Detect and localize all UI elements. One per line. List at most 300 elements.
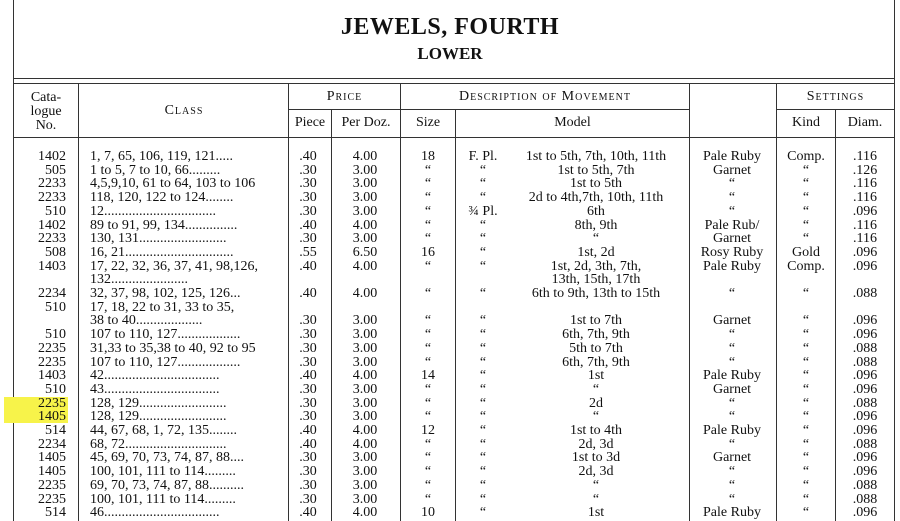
- size: “: [424, 437, 432, 452]
- stone: “: [728, 465, 736, 479]
- stone: Pale Ruby: [703, 150, 761, 164]
- header-piece: Piece: [294, 115, 326, 130]
- setting-kind: Gold: [792, 245, 820, 260]
- price-piece: .40: [299, 437, 317, 452]
- setting-kind: “: [802, 465, 810, 479]
- model: 6th: [587, 204, 605, 219]
- model: 1st to 7th: [569, 314, 623, 329]
- size: 14: [421, 369, 435, 383]
- size: “: [424, 396, 432, 411]
- size: 16: [421, 245, 435, 260]
- class-list: 69, 70, 73, 74, 87, 88..........: [90, 478, 244, 493]
- stone: “: [728, 191, 736, 205]
- setting-kind: “: [802, 218, 810, 233]
- size: 12: [421, 424, 435, 438]
- price-piece: .30: [299, 314, 317, 329]
- header-kind: Kind: [792, 115, 820, 130]
- price-piece: .30: [299, 410, 317, 424]
- size: 10: [421, 506, 435, 520]
- setting-kind: “: [802, 355, 810, 370]
- price-piece: .40: [299, 150, 317, 164]
- plate-type: ¾ Pl.: [468, 204, 498, 219]
- model: 8th, 9th: [574, 218, 618, 233]
- model: 1st, 2d: [577, 245, 615, 260]
- table-row: [0, 219, 900, 233]
- table-row: [0, 164, 900, 178]
- setting-diameter: .096: [852, 506, 878, 520]
- class-list: 1 to 5, 7 to 10, 66.........: [90, 163, 221, 178]
- price-piece: .30: [299, 465, 317, 479]
- setting-kind: “: [802, 191, 810, 205]
- stone: “: [728, 204, 736, 219]
- table-row: [0, 260, 900, 274]
- setting-diameter: .088: [852, 287, 878, 301]
- stone: “: [728, 328, 736, 342]
- setting-kind: “: [802, 478, 810, 493]
- setting-diameter: .116: [853, 232, 877, 246]
- price-per-doz: 4.00: [352, 259, 378, 274]
- price-piece: .40: [299, 369, 317, 383]
- class-list: 44, 67, 68, 1, 72, 135........: [90, 424, 237, 438]
- price-piece: .30: [299, 478, 317, 493]
- stone: “: [728, 287, 736, 301]
- plate-type: “: [479, 396, 487, 411]
- plate-type: “: [479, 382, 487, 397]
- class-list: 4,5,9,10, 61 to 64, 103 to 106: [90, 177, 256, 192]
- size: “: [424, 218, 432, 233]
- setting-kind: “: [802, 369, 810, 383]
- price-per-doz: 3.00: [352, 191, 378, 205]
- table-row: [0, 383, 900, 397]
- price-piece: .40: [299, 218, 317, 233]
- setting-kind: “: [802, 424, 810, 438]
- stone: Pale Rub/: [704, 218, 760, 233]
- catalogue-number: 514: [45, 424, 66, 438]
- price-piece: .30: [299, 204, 317, 219]
- size: “: [424, 232, 432, 246]
- catalogue-number: 2235: [38, 341, 66, 356]
- size: “: [424, 191, 432, 205]
- header-mid-rule-2: [400, 109, 690, 110]
- setting-diameter: .096: [852, 410, 878, 424]
- setting-diameter: .088: [852, 478, 878, 493]
- stone: Garnet: [712, 163, 752, 178]
- stone: Garnet: [712, 382, 752, 397]
- price-piece: .30: [299, 232, 317, 246]
- catalogue-number: 510: [45, 382, 66, 397]
- class-list: 12................................: [90, 204, 216, 219]
- size: “: [424, 465, 432, 479]
- setting-diameter: .088: [852, 355, 878, 370]
- setting-kind: “: [802, 437, 810, 452]
- price-piece: .30: [299, 382, 317, 397]
- plate-type: “: [479, 478, 487, 493]
- setting-kind: Comp.: [787, 259, 825, 274]
- setting-kind: “: [802, 410, 810, 424]
- class-list: 32, 37, 98, 102, 125, 126...: [90, 287, 241, 301]
- class-list: 132......................: [90, 273, 188, 287]
- catalogue-number: 1402: [38, 150, 66, 164]
- class-list: 38 to 40...................: [90, 314, 203, 329]
- plate-type: “: [479, 287, 487, 301]
- price-per-doz: 3.00: [352, 341, 378, 356]
- plate-type: “: [479, 451, 487, 466]
- price-per-doz: 3.00: [352, 163, 378, 178]
- setting-diameter: .096: [852, 204, 878, 219]
- price-per-doz: 3.00: [352, 232, 378, 246]
- table-row: [0, 191, 900, 205]
- catalogue-number: 2235: [38, 478, 66, 493]
- setting-diameter: .116: [853, 150, 877, 164]
- catalogue-number: 2234: [38, 287, 66, 301]
- header-mid-rule: [288, 109, 400, 110]
- catalogue-number: 2235: [38, 396, 66, 411]
- setting-kind: “: [802, 314, 810, 329]
- catalogue-number: 1403: [38, 369, 66, 383]
- price-per-doz: 4.00: [352, 150, 378, 164]
- price-per-doz: 4.00: [352, 437, 378, 452]
- size: 18: [421, 150, 435, 164]
- setting-diameter: .096: [852, 451, 878, 466]
- price-piece: .40: [299, 259, 317, 274]
- header-catalogue: [14, 91, 78, 133]
- setting-diameter: .096: [852, 245, 878, 260]
- header-top-rule: [13, 83, 895, 84]
- price-per-doz: 6.50: [352, 245, 378, 260]
- table-row: [0, 232, 900, 246]
- price-piece: .40: [299, 287, 317, 301]
- setting-diameter: .096: [852, 314, 878, 329]
- class-list: 100, 101, 111 to 114.........: [90, 492, 236, 507]
- size: “: [424, 287, 432, 301]
- table-row: [0, 397, 900, 411]
- setting-kind: “: [802, 177, 810, 192]
- size: “: [424, 163, 432, 178]
- catalogue-number: 510: [45, 300, 66, 315]
- setting-diameter: .096: [852, 328, 878, 342]
- price-per-doz: 3.00: [352, 328, 378, 342]
- header-catalogue-line2: logue: [30, 104, 62, 119]
- table-row: [0, 314, 900, 328]
- price-per-doz: 3.00: [352, 451, 378, 466]
- price-per-doz: 3.00: [352, 478, 378, 493]
- size: “: [424, 177, 432, 192]
- plate-type: “: [479, 492, 487, 507]
- table-row: [0, 424, 900, 438]
- class-list: 1, 7, 65, 106, 119, 121.....: [90, 150, 233, 164]
- catalogue-number: 514: [45, 506, 66, 520]
- class-list: 68, 72.............................: [90, 437, 227, 452]
- price-per-doz: 3.00: [352, 396, 378, 411]
- size: “: [424, 355, 432, 370]
- price-per-doz: 3.00: [352, 492, 378, 507]
- table-row: [0, 287, 900, 301]
- size: “: [424, 341, 432, 356]
- setting-diameter: .116: [853, 177, 877, 192]
- price-piece: .30: [299, 451, 317, 466]
- catalogue-number: 510: [45, 328, 66, 342]
- class-list: 45, 69, 70, 73, 74, 87, 88....: [90, 451, 244, 466]
- price-per-doz: 3.00: [352, 314, 378, 329]
- setting-diameter: .096: [852, 369, 878, 383]
- table-row: [0, 273, 900, 287]
- class-list: 17, 22, 32, 36, 37, 41, 98,126,: [90, 259, 258, 274]
- class-list: 128, 129.........................: [90, 410, 227, 424]
- model: “: [592, 478, 600, 493]
- model: 6th, 7th, 9th: [562, 355, 630, 370]
- plate-type: “: [479, 232, 487, 246]
- class-list: 107 to 110, 127..................: [90, 355, 241, 370]
- setting-kind: “: [802, 204, 810, 219]
- stone: Garnet: [712, 314, 752, 329]
- price-piece: .30: [299, 177, 317, 192]
- table-row: [0, 150, 900, 164]
- size: “: [424, 451, 432, 466]
- header-bottom-rule: [13, 137, 895, 138]
- model: “: [592, 232, 600, 246]
- size: “: [424, 204, 432, 219]
- stone: Garnet: [712, 451, 752, 466]
- price-per-doz: 4.00: [352, 287, 378, 301]
- header-price: Price: [326, 89, 363, 104]
- setting-kind: “: [802, 492, 810, 507]
- price-piece: .30: [299, 492, 317, 507]
- stone: “: [728, 355, 736, 370]
- plate-type: “: [479, 424, 487, 438]
- setting-diameter: .096: [852, 382, 878, 397]
- table-row: [0, 451, 900, 465]
- setting-kind: “: [802, 341, 810, 356]
- table-row: [0, 465, 900, 479]
- table-row: [0, 328, 900, 342]
- stone: Garnet: [712, 232, 752, 246]
- header-class: Class: [164, 103, 204, 118]
- stone: “: [728, 341, 736, 356]
- catalogue-number: 1405: [38, 410, 66, 424]
- size: “: [424, 410, 432, 424]
- table-row: [0, 479, 900, 493]
- plate-type: “: [479, 259, 487, 274]
- plate-type: “: [479, 465, 487, 479]
- setting-kind: “: [802, 232, 810, 246]
- plate-type: “: [479, 328, 487, 342]
- stone: “: [728, 478, 736, 493]
- catalogue-number: 1405: [38, 451, 66, 466]
- price-per-doz: 3.00: [352, 204, 378, 219]
- setting-diameter: .088: [852, 492, 878, 507]
- header-catalogue-line3: No.: [35, 118, 57, 133]
- plate-type: “: [479, 191, 487, 205]
- stone: Pale Ruby: [703, 424, 761, 438]
- header-per-doz: Per Doz.: [341, 115, 391, 130]
- plate-type: “: [479, 218, 487, 233]
- setting-kind: “: [802, 163, 810, 178]
- table-row: [0, 369, 900, 383]
- class-list: 46.................................: [90, 506, 220, 520]
- table-row: [0, 410, 900, 424]
- catalogue-number: 2233: [38, 177, 66, 192]
- size: “: [424, 259, 432, 274]
- plate-type: “: [479, 177, 487, 192]
- class-list: 43.................................: [90, 382, 220, 397]
- catalogue-number: 510: [45, 204, 66, 219]
- price-piece: .30: [299, 396, 317, 411]
- stone: “: [728, 410, 736, 424]
- setting-diameter: .088: [852, 341, 878, 356]
- catalogue-number: 505: [45, 163, 66, 178]
- class-list: 118, 120, 122 to 124........: [90, 191, 234, 205]
- setting-diameter: .088: [852, 396, 878, 411]
- price-piece: .30: [299, 328, 317, 342]
- table-row: [0, 356, 900, 370]
- size: “: [424, 314, 432, 329]
- table-row: [0, 342, 900, 356]
- model: 1st: [587, 369, 605, 383]
- model: 5th to 7th: [569, 341, 623, 356]
- price-per-doz: 4.00: [352, 506, 378, 520]
- header-size: Size: [415, 115, 441, 130]
- catalogue-number: 1402: [38, 218, 66, 233]
- price-piece: .30: [299, 355, 317, 370]
- class-list: 100, 101, 111 to 114.........: [90, 465, 236, 479]
- table-row: [0, 177, 900, 191]
- price-per-doz: 4.00: [352, 424, 378, 438]
- model: “: [592, 382, 600, 397]
- setting-kind: “: [802, 382, 810, 397]
- catalogue-number: 508: [45, 245, 66, 260]
- stone: Pale Ruby: [703, 259, 761, 274]
- header-settings: Settings: [806, 89, 865, 104]
- title-bottom-rule: [13, 78, 895, 79]
- price-piece: .40: [299, 424, 317, 438]
- model: 1st to 5th: [569, 177, 623, 192]
- price-per-doz: 3.00: [352, 410, 378, 424]
- price-per-doz: 3.00: [352, 382, 378, 397]
- header-catalogue-line1: Cata-: [30, 90, 62, 105]
- header-diam: Diam.: [847, 115, 883, 130]
- plate-type: “: [479, 314, 487, 329]
- size: “: [424, 492, 432, 507]
- model: 2d, 3d: [578, 437, 614, 452]
- price-per-doz: 3.00: [352, 177, 378, 192]
- table-row: [0, 301, 900, 315]
- size: “: [424, 328, 432, 342]
- setting-kind: Comp.: [787, 150, 825, 164]
- setting-diameter: .096: [852, 424, 878, 438]
- model: 2d: [589, 396, 603, 411]
- price-piece: .30: [299, 191, 317, 205]
- header-description: Description of Movement: [458, 89, 631, 104]
- model: 6th to 9th, 13th to 15th: [531, 287, 661, 301]
- plate-type: “: [479, 341, 487, 356]
- price-per-doz: 3.00: [352, 355, 378, 370]
- model: 1st to 3d: [571, 451, 621, 466]
- price-per-doz: 4.00: [352, 218, 378, 233]
- plate-type: “: [479, 369, 487, 383]
- class-list: 130, 131.........................: [90, 232, 227, 246]
- model: 1st, 2d, 3th, 7th,: [550, 259, 642, 274]
- table-row: [0, 205, 900, 219]
- price-per-doz: 3.00: [352, 465, 378, 479]
- page-title: JEWELS, FOURTH: [340, 14, 560, 40]
- table-row: [0, 493, 900, 507]
- setting-kind: “: [802, 506, 810, 520]
- price-piece: .30: [299, 341, 317, 356]
- setting-diameter: .116: [853, 218, 877, 233]
- catalogue-number: 2233: [38, 232, 66, 246]
- stone: Pale Ruby: [703, 369, 761, 383]
- stone: “: [728, 396, 736, 411]
- setting-kind: “: [802, 396, 810, 411]
- catalogue-number: 1405: [38, 465, 66, 479]
- table-row: [0, 506, 900, 520]
- setting-diameter: .116: [853, 191, 877, 205]
- plate-type: “: [479, 506, 487, 520]
- plate-type: “: [479, 410, 487, 424]
- catalogue-number: 2234: [38, 437, 66, 452]
- class-list: 16, 21...............................: [90, 245, 234, 260]
- plate-type: “: [479, 437, 487, 452]
- table-row: [0, 246, 900, 260]
- table-row: [0, 438, 900, 452]
- plate-type: F. Pl.: [468, 150, 498, 164]
- model: 2d to 4th,7th, 10th, 11th: [528, 191, 664, 205]
- class-list: 107 to 110, 127..................: [90, 328, 241, 342]
- catalogue-number: 1403: [38, 259, 66, 274]
- class-list: 17, 18, 22 to 31, 33 to 35,: [90, 300, 235, 315]
- stone: “: [728, 492, 736, 507]
- plate-type: “: [479, 355, 487, 370]
- class-list: 31,33 to 35,38 to 40, 92 to 95: [90, 341, 256, 356]
- class-list: 42.................................: [90, 369, 220, 383]
- setting-diameter: .088: [852, 437, 878, 452]
- size: “: [424, 478, 432, 493]
- model: 2d, 3d: [578, 465, 614, 479]
- setting-kind: “: [802, 328, 810, 342]
- model: 6th, 7th, 9th: [562, 328, 630, 342]
- stone: “: [728, 437, 736, 452]
- stone: “: [728, 177, 736, 192]
- price-piece: .40: [299, 506, 317, 520]
- price-piece: .55: [299, 245, 317, 260]
- model: 13th, 15th, 17th: [551, 273, 641, 287]
- catalogue-number: 2233: [38, 191, 66, 205]
- setting-diameter: .126: [852, 163, 878, 178]
- setting-diameter: .096: [852, 465, 878, 479]
- price-piece: .30: [299, 163, 317, 178]
- size: “: [424, 382, 432, 397]
- plate-type: “: [479, 245, 487, 260]
- model: 1st to 4th: [569, 424, 623, 438]
- stone: Rosy Ruby: [700, 245, 764, 260]
- model: “: [592, 410, 600, 424]
- setting-kind: “: [802, 451, 810, 466]
- price-per-doz: 4.00: [352, 369, 378, 383]
- catalogue-number: 2235: [38, 355, 66, 370]
- setting-kind: “: [802, 287, 810, 301]
- plate-type: “: [479, 163, 487, 178]
- model: “: [592, 492, 600, 507]
- page-subtitle: LOWER: [417, 44, 483, 63]
- header-model: Model: [554, 115, 591, 130]
- class-list: 128, 129.........................: [90, 396, 227, 411]
- class-list: 89 to 91, 99, 134...............: [90, 218, 238, 233]
- setting-diameter: .096: [852, 259, 878, 274]
- model: 1st to 5th, 7th, 10th, 11th: [525, 150, 667, 164]
- catalogue-number: 2235: [38, 492, 66, 507]
- model: 1st: [587, 506, 605, 520]
- stone: Pale Ruby: [703, 506, 761, 520]
